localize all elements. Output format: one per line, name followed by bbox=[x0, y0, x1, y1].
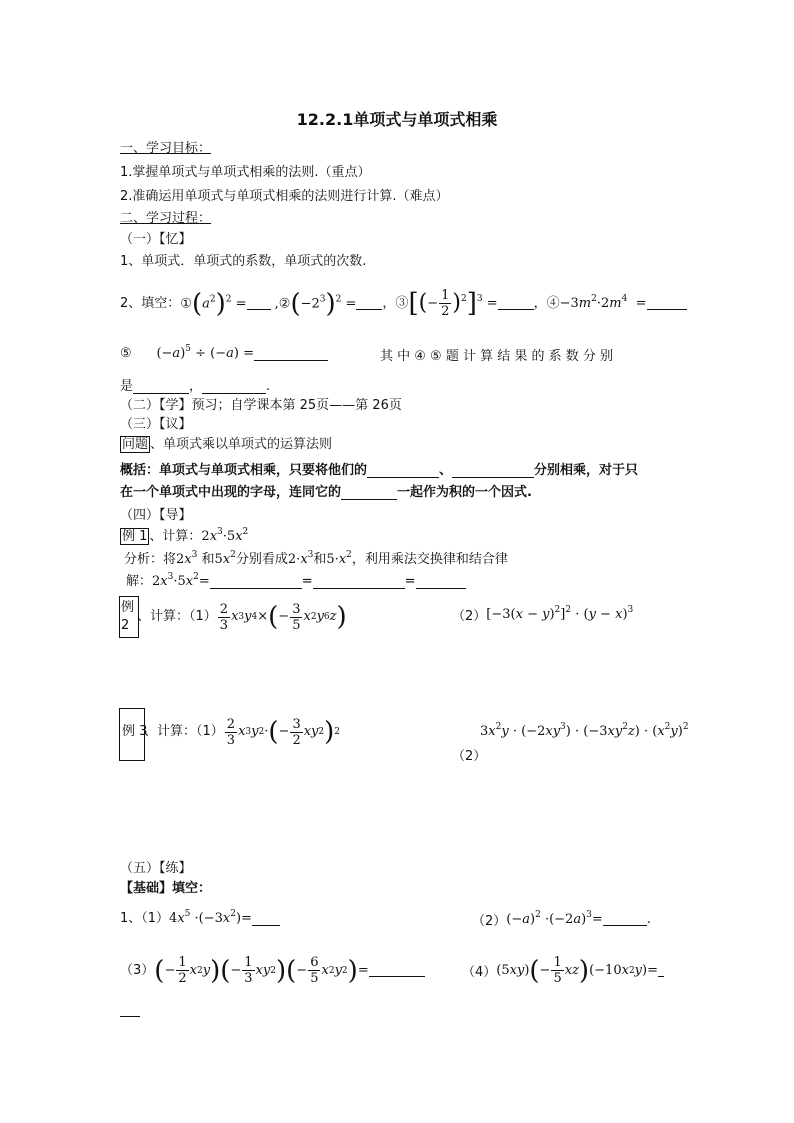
practice-1-4: （4） (5 xy ) ( − $\frac{1}{5}$ xz ) (−10 x 2 y )= bbox=[462, 955, 664, 986]
practice-4-blank[interactable] bbox=[658, 964, 664, 977]
practice-1-2: （2） $(-a)^2 \cdot(-2a)^3=$ . bbox=[472, 910, 651, 929]
example-2-text: 、计算：（1） bbox=[137, 609, 217, 624]
example-3-text: 、计算：（1） bbox=[144, 724, 224, 739]
example-2-line bbox=[121, 598, 347, 636]
fill-in-lead: 2、填空： bbox=[120, 295, 181, 311]
summary-line-1 bbox=[120, 462, 638, 480]
coef-end: . bbox=[266, 379, 271, 394]
q3-answer-blank[interactable] bbox=[498, 297, 534, 310]
summary-blank-3[interactable] bbox=[341, 487, 397, 500]
coef-lead: 是 bbox=[120, 379, 134, 394]
summary-line-2 bbox=[120, 484, 532, 502]
summary-2b: 一起作为积的一个因式. bbox=[397, 485, 532, 500]
q5-answer-blank[interactable] bbox=[254, 348, 328, 361]
practice-1-3: （3） ( − $\frac{1}{2}$ x 2 y ) ( − $\frac{1}{3}$ xy 2 ) ( − $\frac{6}{5}$ x 2 y 2 ) = bbox=[120, 955, 425, 986]
question-line bbox=[120, 436, 332, 454]
part-5-heading: （五）【练】 bbox=[120, 861, 192, 876]
example-2-part-2: （2） $[-3(x - y)^2]^2 \cdot (y - x)^3$ bbox=[452, 605, 634, 624]
part-4-heading: （四）【导】 bbox=[120, 508, 192, 523]
coef-sep: ， bbox=[189, 379, 203, 394]
example-2-label: 例 2 bbox=[121, 600, 135, 633]
summary-2a: 在一个单项式中出现的字母，连同它的 bbox=[120, 485, 342, 500]
example-3-expr-1: $\frac{2}{3}$ x 3 y 2 · ( − $\frac{3}{2}$ xy 2 ) 2 bbox=[226, 716, 341, 748]
summary-1b: 、 bbox=[439, 463, 453, 478]
q1-expression: $①(a^2)^2$ = bbox=[180, 288, 247, 319]
example-3-expr-2: $3x^2y \cdot (-2xy^3) \cdot (-3xy^2z) \cdot (x^2y)^2$ bbox=[480, 722, 689, 739]
basic-heading: 【基础】填空： bbox=[120, 881, 212, 896]
part-2-heading: （二）【学】预习；自学课本第 25页——第 26页 bbox=[120, 398, 402, 413]
practice-1-1: 1、（1） $4x^5 \cdot(-3x^2)=$ bbox=[120, 910, 280, 928]
coefficient-answer-line bbox=[120, 378, 270, 396]
part-3-heading: （三）【议】 bbox=[120, 417, 192, 432]
summary-blank-1[interactable] bbox=[367, 465, 439, 478]
practice-2-blank[interactable] bbox=[603, 913, 647, 926]
example-3-line bbox=[122, 712, 340, 752]
example-3-part-2-label: （2） bbox=[452, 749, 487, 764]
example-1-text: 、计算： bbox=[149, 529, 202, 544]
q5-expression: ⑤ $(-a)^5 \div (-a)$ = bbox=[120, 344, 254, 361]
part-1-heading: （一）【忆】 bbox=[120, 232, 192, 247]
q2-answer-blank[interactable] bbox=[356, 297, 382, 310]
example-3-label: 例 3 bbox=[122, 724, 148, 739]
example-1-expression: $2x^3\cdot 5x^2$ bbox=[201, 527, 249, 544]
solution-lead: 解： bbox=[126, 574, 153, 589]
review-fill-in bbox=[120, 288, 687, 319]
solution-blank-3[interactable] bbox=[416, 576, 466, 589]
coef-blank-2[interactable] bbox=[202, 381, 266, 394]
practice-4-blank-continued[interactable] bbox=[120, 1016, 140, 1017]
q1-answer-blank[interactable] bbox=[247, 297, 271, 310]
page-title: 12.2.1单项式与单项式相乘 bbox=[296, 110, 498, 129]
practice-1-blank[interactable] bbox=[252, 913, 280, 926]
example-1-solution: 解： $2x^3\cdot 5x^2=$ = = bbox=[126, 573, 466, 591]
practice-3-blank[interactable] bbox=[369, 964, 425, 977]
solution-blank-2[interactable] bbox=[313, 576, 405, 589]
question-box-label: 问题 bbox=[122, 437, 149, 452]
solution-blank-1[interactable] bbox=[210, 576, 302, 589]
goal-1: 1.掌握单项式与单项式相乘的法则.（重点） bbox=[120, 165, 371, 180]
coefficient-question: 其 中 ④ ⑤ 题 计 算 结 果 的 系 数 分 别 bbox=[380, 349, 614, 364]
summary-blank-2[interactable] bbox=[452, 465, 534, 478]
q4-answer-blank[interactable] bbox=[647, 297, 687, 310]
example-1-analysis: 分析：将$2x^3$ 和$5x^2$分别看成$2\cdot x^3$和$5\cdot x^2$，利用乘法交换律和结合律 bbox=[124, 550, 508, 567]
review-line-1: 1、单项式．单项式的系数，单项式的次数. bbox=[120, 254, 367, 269]
section-heading-goals: 一、学习目标： bbox=[120, 141, 212, 156]
example-2-expr-1: $\frac{2}{3}$ x 3 y 4 × ( − $\frac{3}{5}$ x 2 y 6 z ) bbox=[219, 601, 347, 633]
question-text: 、单项式乘以单项式的运算法则 bbox=[150, 437, 333, 452]
coef-blank-1[interactable] bbox=[133, 381, 189, 394]
goal-2: 2.准确运用单项式与单项式相乘的法则进行计算.（难点） bbox=[120, 189, 449, 204]
q4-expression: ，$④-3m^2\cdot 2m^4$ = bbox=[533, 293, 647, 311]
review-q5 bbox=[120, 345, 328, 363]
example-1-line bbox=[120, 528, 248, 546]
summary-1a: 概括：单项式与单项式相乘，只要将他们的 bbox=[120, 463, 368, 478]
summary-1c: 分别相乘，对于只 bbox=[534, 463, 639, 478]
q3-expression: ，③[(− $\frac{1}{2}$ )$^2$]$^3$ = bbox=[382, 288, 498, 319]
q2-expression: $,②(-2^3)^2$ = bbox=[270, 288, 357, 319]
section-heading-process: 二、学习过程： bbox=[120, 211, 212, 226]
example-2-expr-2: $[-3(x - y)^2]^2 \cdot (y - x)^3$ bbox=[486, 605, 634, 622]
example-1-label: 例 1 bbox=[122, 529, 148, 544]
